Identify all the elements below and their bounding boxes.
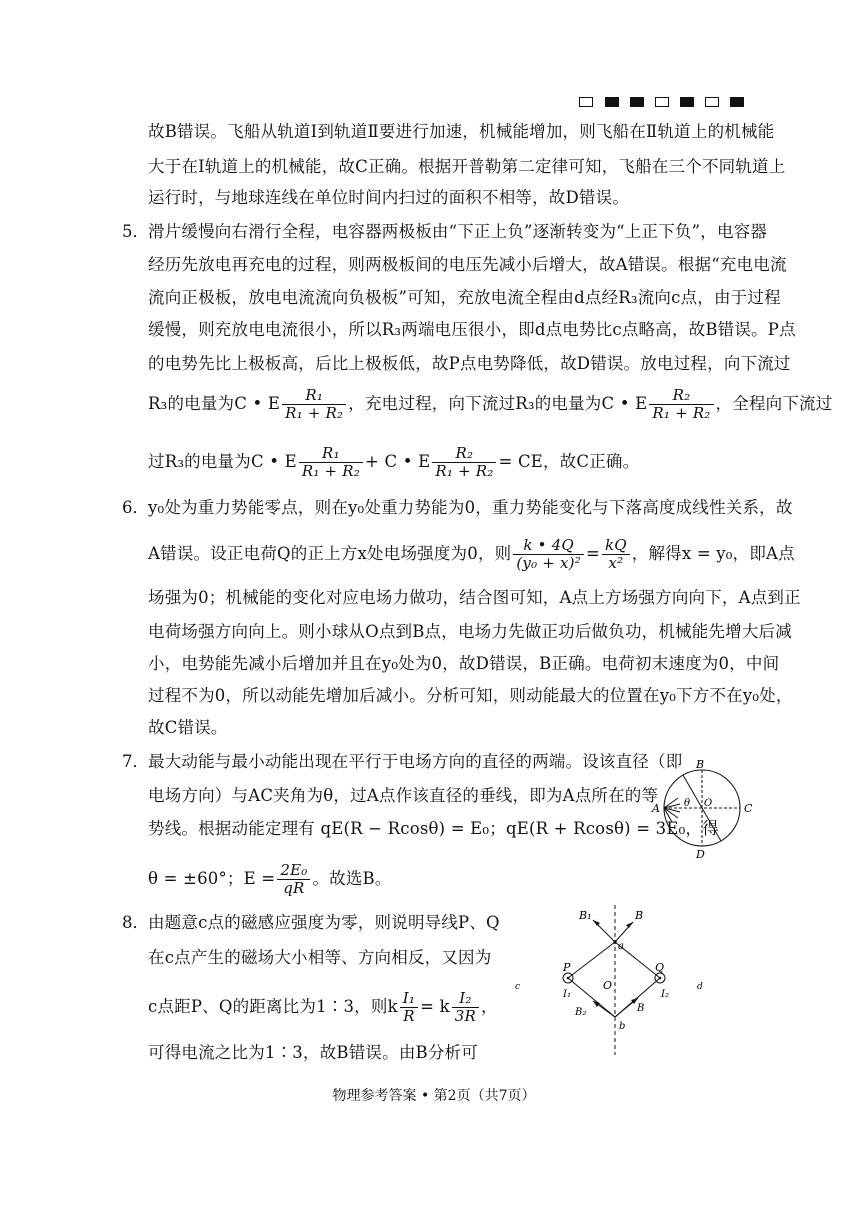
text-line: 故B错误。飞船从轨道Ⅰ到轨道Ⅱ要进行加速，机械能增加，则飞船在Ⅱ轨道上的机械能	[148, 122, 775, 141]
fraction: $\frac{\text{R₁}}{\text{R₁ + R₂}}$	[282, 387, 346, 422]
fraction: $\frac{\text{I₂}}{3R}$	[452, 990, 479, 1025]
figure-circle-diagram	[650, 760, 778, 860]
figure-magnetic-field-diagram	[505, 905, 730, 1060]
fraction: $\frac{k • 4Q}{\text{(y₀ + x)²}}$	[513, 537, 584, 572]
text-line: 过程不为0，所以动能先增加后减小。分析可知，则动能最大的位置在y₀下方不在y₀处，	[148, 686, 793, 705]
formula-line: θ = ±60°；E = $\frac{\text{2E₀}}{qR}$ 。故选B。	[148, 861, 392, 897]
fraction: $\frac{\text{R₂}}{\text{R₁ + R₂}}$	[432, 445, 496, 480]
svg-text:c: c	[515, 982, 521, 992]
svg-text:O: O	[603, 979, 613, 992]
fraction: $\frac{\text{R₂}}{\text{R₁ + R₂}}$	[649, 387, 713, 422]
svg-text:B: B	[637, 1003, 645, 1014]
question-number: 6．	[122, 498, 149, 517]
svg-text:B: B	[635, 909, 644, 922]
text-line: 势线。根据动能定理有 qE(R − Rcosθ) = E₀；qE(R + Rcosθ) = 3E₀，得	[148, 819, 719, 838]
svg-text:I₁: I₁	[563, 989, 571, 1000]
svg-text:θ: θ	[684, 798, 691, 809]
question-number: 7．	[122, 752, 149, 771]
mark-empty	[655, 97, 669, 107]
svg-text:A: A	[652, 802, 660, 815]
svg-text:d: d	[697, 982, 703, 992]
text-line: 缓慢，则充放电电流很小，所以R₃两端电压很小，即d点电势比c点略高，故B错误。P点	[148, 320, 796, 339]
text-line: 最大动能与最小动能出现在平行于电场方向的直径的两端。设该直径（即	[148, 752, 683, 771]
svg-text:D: D	[696, 848, 705, 860]
mark-filled	[630, 97, 644, 107]
svg-text:b: b	[619, 1021, 626, 1032]
formula-line: c点距P、Q的距离比为1∶3，则k $\frac{\text{I₁}}{R}$ = k $\frac{\text{I₂}}{3R}$ ，	[148, 989, 498, 1025]
text-line: 的电势先比上极板高，后比上极板低，故P点电势降低，故D错误。放电过程，向下流过	[148, 354, 791, 373]
svg-text:P: P	[563, 961, 571, 974]
text-line: 电场方向）与AC夹角为θ，过A点作该直径的垂线，即为A点所在的等	[148, 786, 659, 805]
formula-line: 过R₃的电量为C • E $\frac{\text{R₁}}{\text{R₁ + R₂}}$ + C • E $\frac{\text{R₂}}{\text{R₁ + R₂}}$ = CE，故C正确。	[148, 444, 640, 480]
formula-line: R₃的电量为C • E $\frac{\text{R₁}}{\text{R₁ + R₂}}$ ，充电过程，向下流过R₃的电量为C • E $\frac{\text{R₂}}{\text{R₁ + R₂}}$ ，全程向下流过	[148, 386, 833, 422]
svg-text:B: B	[696, 760, 705, 771]
mark-filled	[605, 97, 619, 107]
mark-filled	[680, 97, 694, 107]
mark-empty	[579, 97, 593, 107]
svg-text:a: a	[618, 941, 624, 952]
text-line: 运行时，与地球连线在单位时间内扫过的面积不相等，故D错误。	[148, 188, 630, 207]
text-line: 电荷场强方向向上。则小球从O点到B点，电场力先做正功后做负功，机械能先增大后减	[148, 622, 792, 641]
formula-line: A错误。设正电荷Q的正上方x处电场强度为0，则 $\frac{k • 4Q}{\text{(y₀ + x)²}}$ = $\frac{kQ}{\text{x²}}$ ，解得x = y₀，即A点	[148, 536, 795, 572]
text-line: y₀处为重力势能零点，则在y₀处重力势能为0，重力势能变化与下落高度成线性关系，故	[148, 498, 793, 517]
text-line: 小，电势能先减小后增加并且在y₀处为0，故D错误，B正确。电荷初末速度为0，中间	[148, 654, 780, 673]
text-line: 故C错误。	[148, 718, 228, 737]
text-line: 场强为0；机械能的变化对应电场力做功，结合图可知，A点上方场强方向向下，A点到正	[148, 588, 801, 607]
question-number: 5．	[122, 222, 149, 241]
text-line: 由题意c点的磁感应强度为零，则说明导线P、Q	[148, 913, 500, 932]
mark-filled	[730, 97, 744, 107]
text-line: 大于在Ⅰ轨道上的机械能，故C正确。根据开普勒第二定律可知，飞船在三个不同轨道上	[148, 157, 786, 176]
text-line: 流向正极板，放电电流流向负极板”可知，充放电流全程由d点经R₃流向c点，由于过程	[148, 288, 781, 307]
svg-text:C: C	[744, 802, 753, 815]
svg-text:O: O	[704, 798, 713, 809]
svg-text:I₂: I₂	[661, 989, 669, 1000]
text-line: 可得电流之比为1∶3，故B错误。由B分析可	[148, 1043, 478, 1062]
svg-text:B₂: B₂	[575, 1007, 587, 1018]
svg-text:B₁: B₁	[579, 909, 592, 922]
mark-empty	[705, 97, 719, 107]
text-line: 经历先放电再充电的过程，则两极板间的电压先减小后增大，故A错误。根据“充电电流	[148, 255, 787, 274]
fraction: $\frac{kQ}{\text{x²}}$	[602, 537, 630, 572]
question-number: 8．	[122, 913, 149, 932]
svg-text:Q: Q	[655, 961, 665, 974]
fraction: $\frac{\text{R₁}}{\text{R₁ + R₂}}$	[299, 445, 363, 480]
fraction: $\frac{\text{I₁}}{R}$	[400, 990, 418, 1025]
text-line: 滑片缓慢向右滑行全程，电容器两极板由“下正上负”逐渐转变为“上正下负”，电容器	[148, 222, 768, 241]
text-line: 在c点产生的磁场大小相等、方向相反，又因为	[148, 948, 492, 967]
fraction: $\frac{\text{2E₀}}{qR}$	[277, 862, 310, 897]
page-footer: 物理参考答案 • 第2页（共7页）	[332, 1088, 536, 1104]
